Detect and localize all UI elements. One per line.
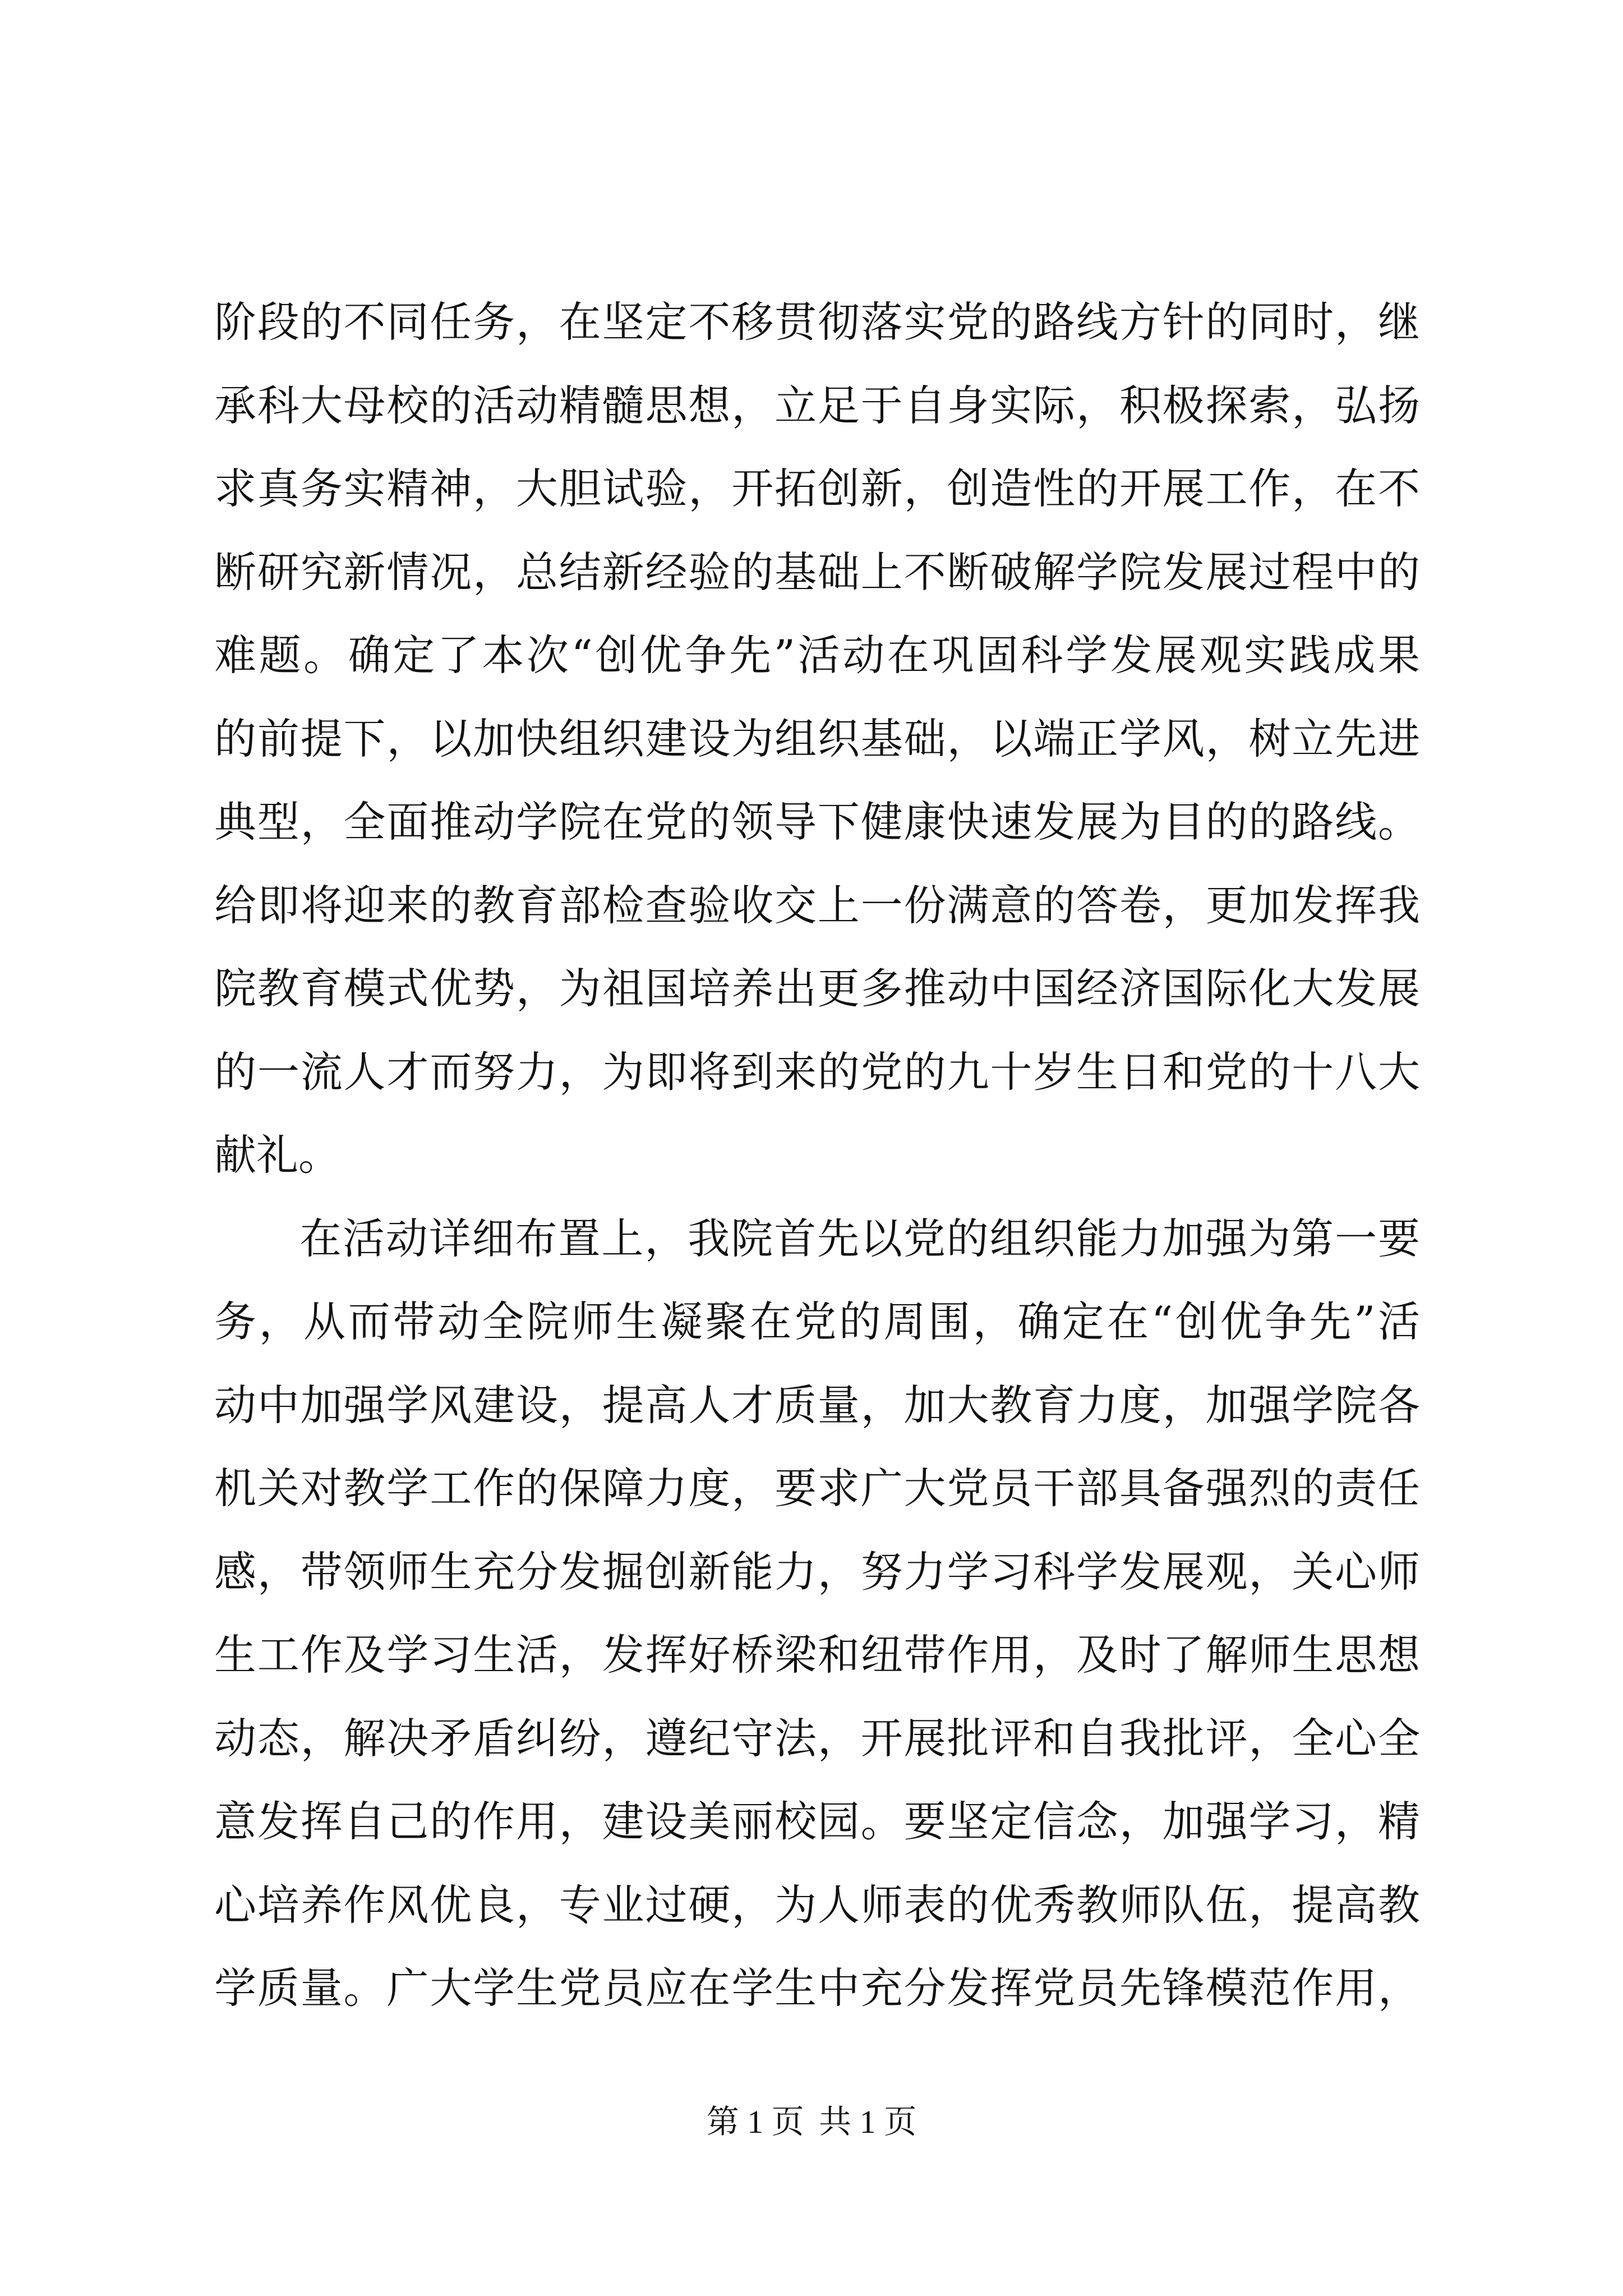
text-line: 典型，全面推动学院在党的领导下健康快速发展为目的的路线。	[214, 797, 1420, 846]
text-line: 动态，解决矛盾纠纷，遵纪守法，开展批评和自我批评，全心全	[214, 1713, 1420, 1763]
text-line: 动中加强学风建设，提高人才质量，加大教育力度，加强学院各	[214, 1380, 1420, 1430]
page-total: 共 1 页	[819, 2104, 917, 2140]
text-line: 的前提下，以加快组织建设为组织基础，以端正学风，树立先进	[214, 714, 1420, 763]
text-line: 求真务实精神，大胆试验，开拓创新，创造性的开展工作，在不	[214, 464, 1420, 513]
text-line: 的一流人才而努力，为即将到来的党的九十岁生日和党的十八大	[214, 1047, 1420, 1097]
document-body	[214, 280, 1420, 2030]
text-line-paragraph-end: 献礼。	[214, 1130, 341, 1180]
text-line: 阶段的不同任务，在坚定不移贯彻落实党的路线方针的同时，继	[214, 297, 1420, 347]
text-line: 学质量。广大学生党员应在学生中充分发挥党员先锋模范作用，	[214, 1963, 1420, 2013]
page-footer	[0, 2095, 1623, 2142]
text-line: 难题。确定了本次“创优争先”活动在巩固科学发展观实践成果	[214, 631, 1420, 680]
text-line: 生工作及学习生活，发挥好桥梁和纽带作用，及时了解师生思想	[214, 1630, 1420, 1680]
text-line: 务，从而带动全院师生凝聚在党的周围，确定在“创优争先”活	[214, 1297, 1420, 1346]
text-line: 院教育模式优势，为祖国培养出更多推动中国经济国际化大发展	[214, 964, 1420, 1013]
text-line: 机关对教学工作的保障力度，要求广大党员干部具备强烈的责任	[214, 1464, 1420, 1513]
text-line: 心培养作风优良，专业过硬，为人师表的优秀教师队伍，提高教	[214, 1880, 1420, 1930]
text-line: 给即将迎来的教育部检查验收交上一份满意的答卷，更加发挥我	[214, 880, 1420, 930]
text-line-paragraph-start: 在活动详细布置上，我院首先以党的组织能力加强为第一要	[299, 1213, 1420, 1263]
page-number: 第 1 页	[706, 2104, 804, 2140]
text-line: 感，带领师生充分发掘创新能力，努力学习科学发展观，关心师	[214, 1547, 1420, 1596]
text-line: 承科大母校的活动精髓思想，立足于自身实际，积极探索，弘扬	[214, 380, 1420, 430]
text-line: 意发挥自己的作用，建设美丽校园。要坚定信念，加强学习，精	[214, 1797, 1420, 1846]
text-line: 断研究新情况，总结新经验的基础上不断破解学院发展过程中的	[214, 547, 1420, 597]
